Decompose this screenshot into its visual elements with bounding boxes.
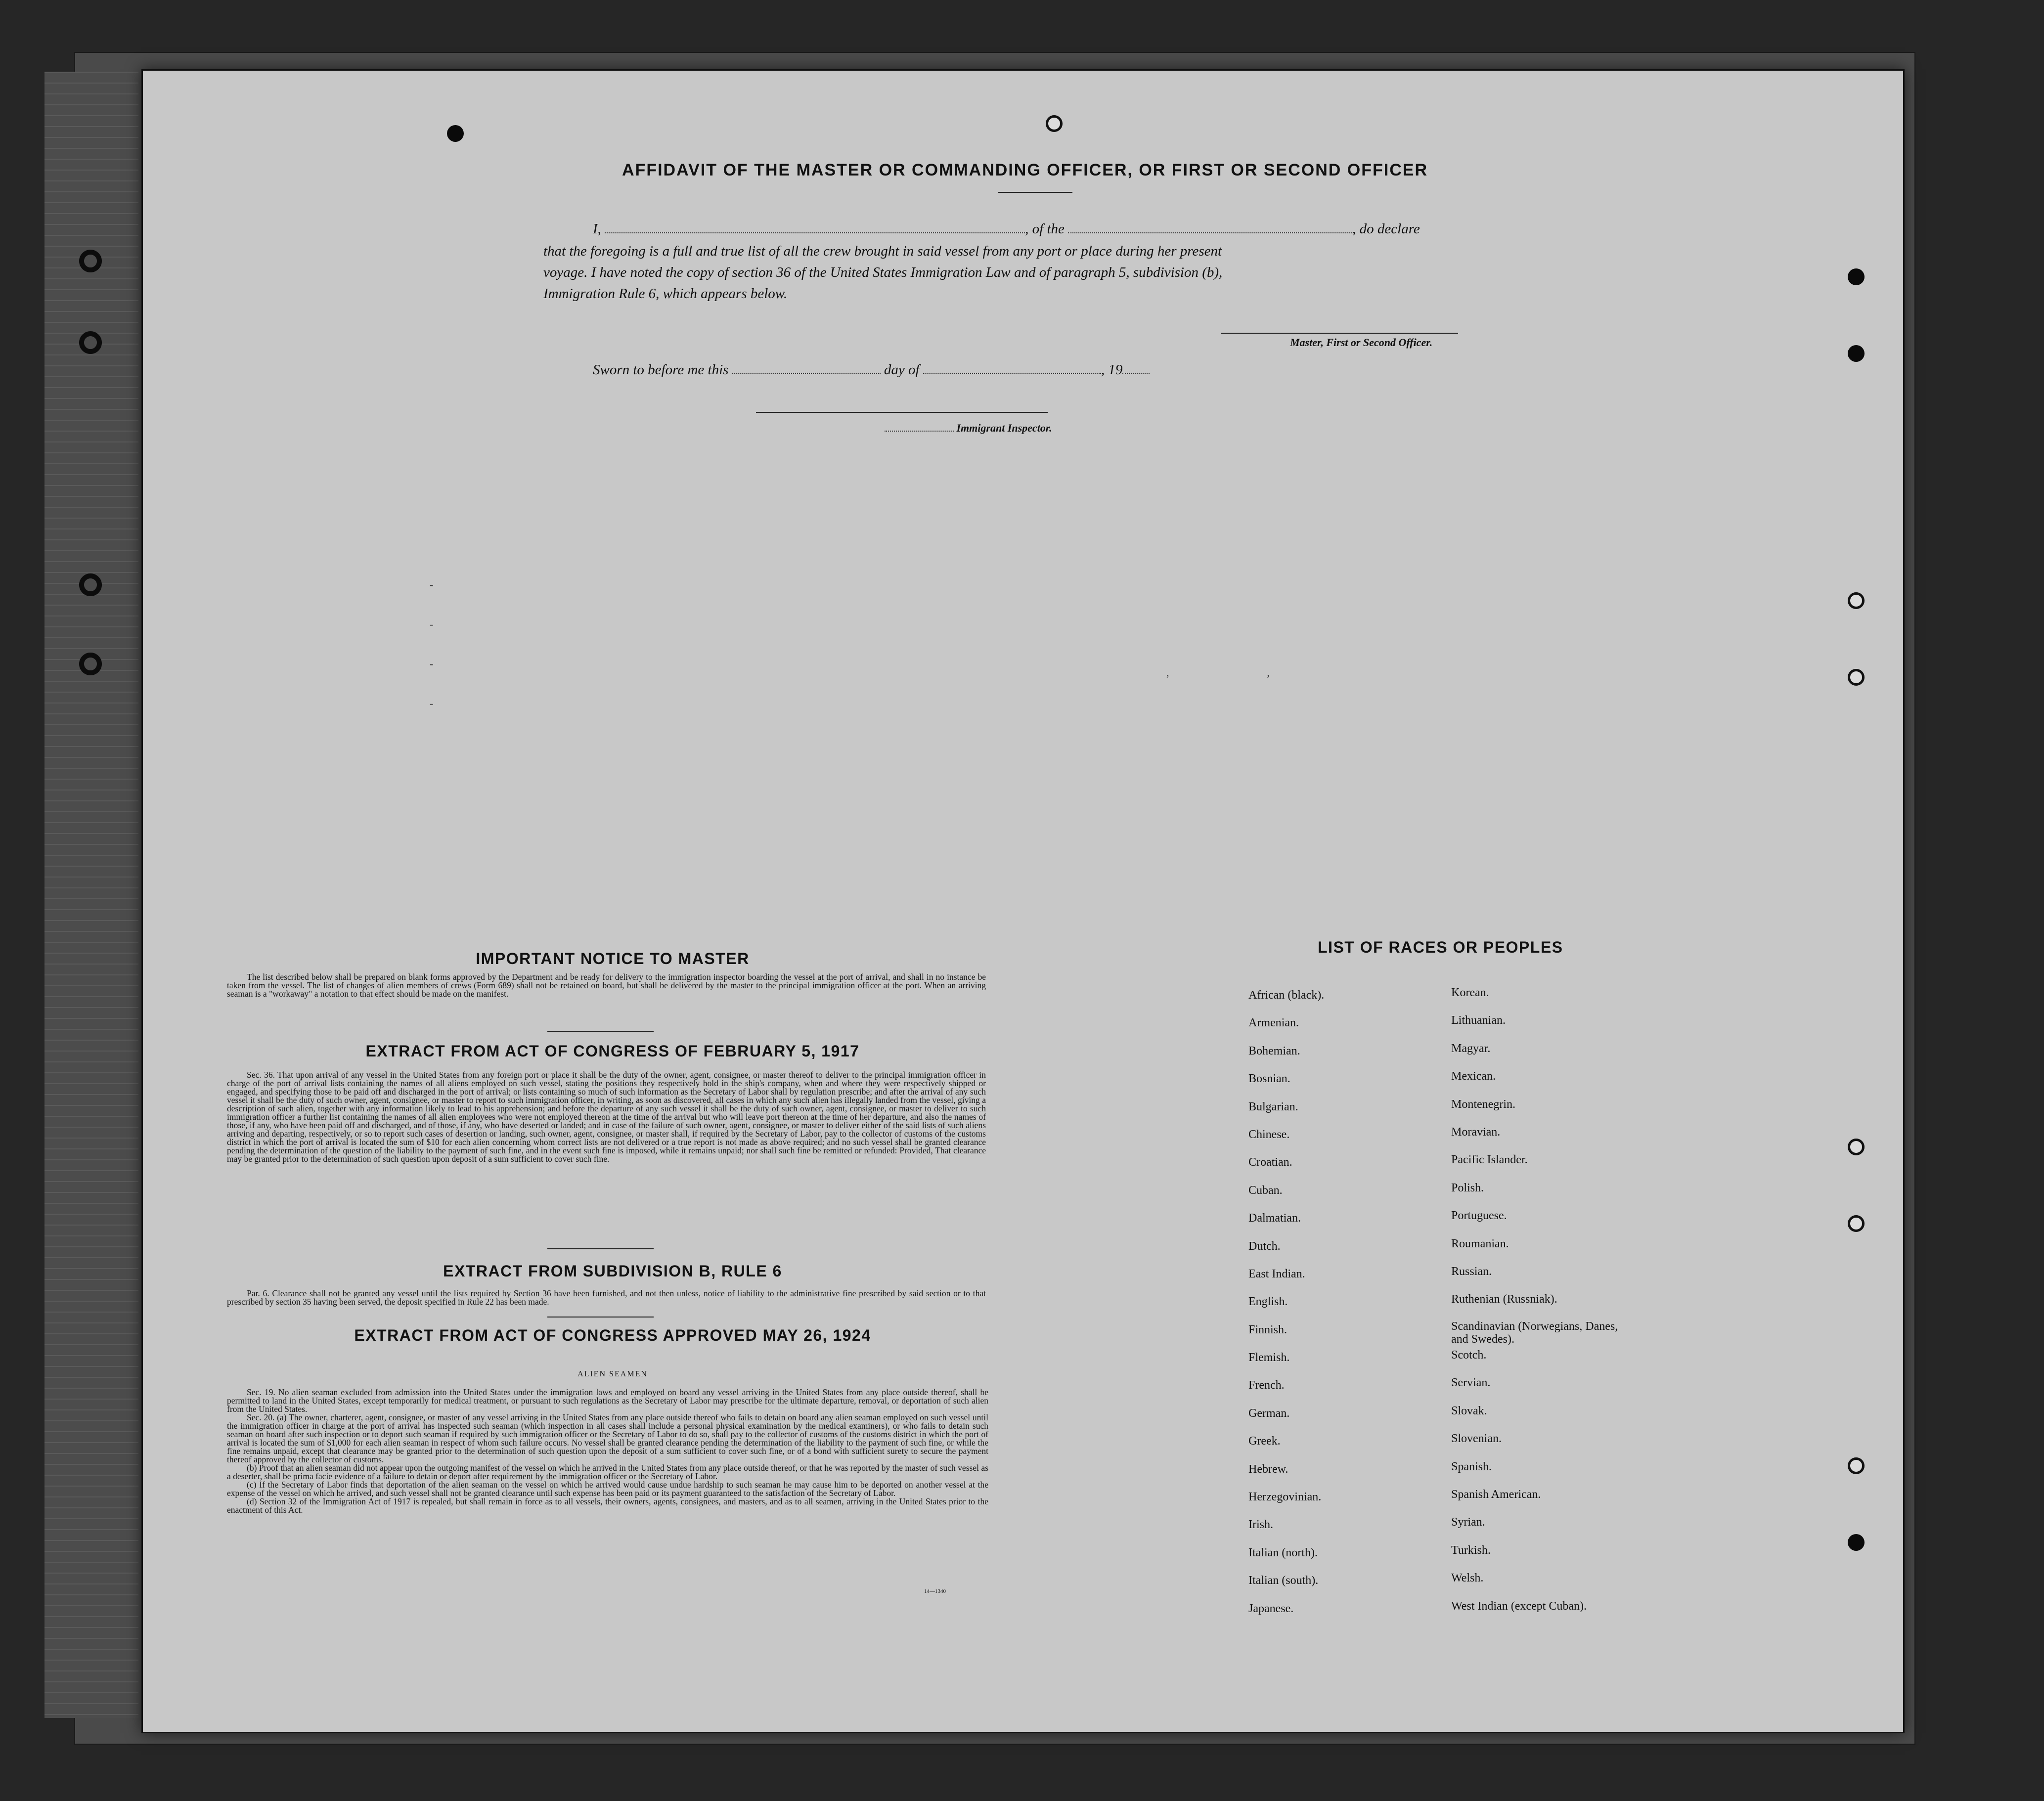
title-rule	[998, 192, 1072, 193]
race-item: Chinese.	[1248, 1128, 1290, 1141]
race-item: Moravian.	[1451, 1125, 1501, 1139]
declaration-line-3: voyage. I have noted the copy of section 36 of the United States Immigration Law and of paragraph 5, subdivision (b),	[543, 264, 1223, 280]
race-item: Italian (south).	[1248, 1574, 1319, 1587]
extract-1924-subtitle: ALIEN SEAMEN	[578, 1370, 648, 1378]
binder-ring-icon	[79, 653, 102, 675]
races-title: LIST OF RACES OR PEOPLES	[1318, 938, 1563, 956]
punch-hole-icon	[447, 125, 464, 142]
form-number: 14—1340	[924, 1588, 946, 1594]
extract-1924-sec20c: (c) If the Secretary of Labor finds that deportation of the alien seaman on the vessel on which he arrived would cause undue hardship to such seaman he may cause him to be deported on another vessel at the expense of the vessel on which he arrived, and such vessel shall not be granted clearance until such expense has been paid or its payment guaranteed to the satisfaction of the Secretary of Labor.	[227, 1480, 988, 1498]
races-right-column	[1451, 985, 1629, 1626]
race-item: Armenian.	[1248, 1016, 1299, 1030]
race-item: Servian.	[1451, 1376, 1491, 1390]
faint-marks: - - - -	[430, 578, 434, 709]
race-item: Slovenian.	[1451, 1432, 1502, 1446]
master-name-field[interactable]	[605, 221, 1025, 233]
notice-text: The list described below shall be prepared on blank forms approved by the Department and be ready for delivery to the immigration inspector boarding the vessel at the port of arrival, and shall in no instance be taken from the vessel. The list of changes of alien members of crews (Form 689) shall not be retained on board, but shall be delivered by the master to the principal immigration officer at the port. When an arriving seaman is a "workaway" a notation to that effect should be made on the manifest.	[227, 972, 986, 999]
race-item: East Indian.	[1248, 1267, 1305, 1280]
punch-hole-icon	[1848, 345, 1865, 362]
rule6-text: Par. 6. Clearance shall not be granted any vessel until the lists required by Section 36 have been furnished, and not then unless, notice of liability to the administrative fine prescribed by said section or to that prescribed by section 35 having been served, the deposit specified in Rule 22 has been made.	[227, 1288, 986, 1307]
race-item: Croatian.	[1248, 1156, 1292, 1169]
sworn-month-field[interactable]	[923, 362, 1101, 374]
sworn-day-field[interactable]	[732, 362, 881, 374]
race-item: Turkish.	[1451, 1543, 1491, 1557]
race-item: Montenegrin.	[1451, 1098, 1515, 1111]
rule6-body	[227, 1289, 986, 1306]
race-item: Pacific Islander.	[1451, 1153, 1528, 1167]
race-item: Magyar.	[1451, 1042, 1491, 1055]
punch-hole-icon	[1848, 1457, 1865, 1474]
punch-hole-icon	[1848, 1534, 1865, 1551]
extract-1917-body	[227, 1071, 986, 1163]
race-item: Italian (north).	[1248, 1546, 1318, 1559]
race-item: Korean.	[1451, 986, 1489, 999]
punch-hole-icon	[1848, 1139, 1865, 1155]
race-item: West Indian (except Cuban).	[1451, 1599, 1587, 1613]
extract-1924-sec20b: (b) Proof that an alien seaman did not appear upon the outgoing manifest of the vessel on which he arrived in the United States from any place outside thereof, or that he was reported by the master of such vessel as a deserter, shall be prima facie evidence of a failure to detain or deport after requirement by the immigration officer or the Secretary of Labor.	[227, 1463, 988, 1481]
race-item: German.	[1248, 1406, 1290, 1420]
inspector-signature-text: Immigrant Inspector.	[956, 422, 1052, 434]
race-item: Lithuanian.	[1451, 1014, 1506, 1027]
extract-1917-rule	[547, 1248, 654, 1249]
notice-body	[227, 973, 986, 998]
binder-ring-icon	[79, 250, 102, 272]
inspector-signature-label	[885, 422, 1052, 435]
race-item: African (black).	[1248, 989, 1325, 1002]
punch-hole-icon	[1848, 592, 1865, 609]
manifest-page	[141, 69, 1905, 1733]
race-item: Bohemian.	[1248, 1044, 1300, 1057]
race-item: Spanish.	[1451, 1460, 1492, 1473]
master-signature-label: Master, First or Second Officer.	[1290, 336, 1433, 349]
declaration-line-1	[593, 219, 1420, 239]
race-item: Mexican.	[1451, 1070, 1496, 1083]
race-item: Greek.	[1248, 1435, 1281, 1448]
declaration-line-4: Immigration Rule 6, which appears below.	[543, 286, 788, 302]
extract-1917-text: Sec. 36. That upon arrival of any vessel in the United States from any foreign port or place it shall be the duty of the owner, agent, consignee, or master thereof to deliver to the principal immigration officer in charge of the port of arrival lists containing the names of all aliens employed on such vessel, stating the positions they respectively hold in the ship's company, when and where they were respectively shipped or engaged, and specifying those to be paid off and discharged in the port of arrival; or lists containing so much of such information as the Secretary of Labor shall by regulation prescribe; and after the arrival of any such vessel it shall be the duty of such owner, agent, consignee, or master to report to such immigration officer, in writing, as soon as discovered, all cases in which any such alien has illegally landed from the vessel, giving a description of such alien, together with any information likely to lead to his apprehension; and before the departure of any such vessel it shall be the duty of such owner, agent, consignee, or master to deliver to such immigration officer a further list containing the names of all alien employees who were not employed thereon at the time of the arrival but who will leave port thereon at the time of her departure, and also the names of those, if any, who have been paid off and discharged, and of those, if any, who have deserted or landed; and in case of the failure of such owner, agent, consignee, or master to deliver either of the said lists of such aliens arriving and departing, respectively, or so to report such cases of desertion or landing, such owner, agent, consignee, or master shall, if required by the Secretary of Labor, pay to the collector of customs of the customs district in which the port of arrival is located the sum of $10 for each alien concerning whom correct lists are not delivered or a true report is not made as above required; and no such vessel shall be granted clearance pending the determination of the question of the liability to the payment of such fine, and in the event such fine is imposed, while it remains unpaid; nor shall such fine be remitted or refunded: Provided, That clearance may be granted prior to the determination of such question upon deposit of a sum sufficient to cover such fine.	[227, 1070, 986, 1164]
extract-1924-title: EXTRACT FROM ACT OF CONGRESS APPROVED MAY 26, 1924	[354, 1326, 871, 1344]
race-item: Cuban.	[1248, 1184, 1283, 1197]
extract-1924-sec19: Sec. 19. No alien seaman excluded from admission into the United States under the immigration laws and employed on board any vessel arriving in the United States from any place outside thereof, shall be permitted to land in the United States, except temporarily for medical treatment, or pursuant to such regulations as the Secretary of Labor may prescribe for the ultimate departure, removal, or deportation of such alien from the United States.	[227, 1387, 988, 1414]
sworn-prefix: Sworn to before me this	[593, 362, 729, 378]
declaration-of-the: , of the	[1025, 221, 1065, 237]
race-item: Bulgarian.	[1248, 1100, 1298, 1113]
race-item: English.	[1248, 1295, 1288, 1309]
faint-marks: , ,	[1166, 666, 1270, 679]
race-item: Scotch.	[1451, 1349, 1487, 1362]
binder-ring-icon	[79, 573, 102, 596]
inspector-signature-line[interactable]	[756, 412, 1048, 413]
declaration-do-declare: , do declare	[1352, 221, 1420, 237]
notice-rule	[547, 1031, 654, 1032]
punch-hole-icon	[1848, 268, 1865, 285]
race-item: Dutch.	[1248, 1239, 1281, 1253]
race-item: Herzegovinian.	[1248, 1491, 1322, 1504]
race-item: Scandinavian (Norwegians, Danes, and Swedes).	[1451, 1319, 1618, 1346]
notice-title: IMPORTANT NOTICE TO MASTER	[476, 950, 750, 967]
races-left-column	[1248, 988, 1324, 1629]
race-item: Dalmatian.	[1248, 1212, 1301, 1225]
declaration-i: I,	[593, 221, 601, 237]
punch-hole-icon	[1046, 115, 1063, 132]
declaration-line-2: that the foregoing is a full and true list of all the crew brought in said vessel from any port or place during her present	[543, 243, 1222, 259]
race-item: Ruthenian (Russniak).	[1451, 1293, 1557, 1306]
race-item: Polish.	[1451, 1181, 1484, 1194]
sworn-year-field[interactable]	[1122, 362, 1150, 374]
rule6-title: EXTRACT FROM SUBDIVISION B, RULE 6	[443, 1262, 782, 1280]
ruled-sheet-edge	[44, 72, 138, 1718]
rule6-rule	[547, 1317, 654, 1318]
punch-hole-icon	[1848, 1215, 1865, 1232]
race-item: Roumanian.	[1451, 1237, 1509, 1250]
punch-hole-icon	[1848, 669, 1865, 686]
affidavit-title: AFFIDAVIT OF THE MASTER OR COMMANDING OFFICER, OR FIRST OR SECOND OFFICER	[622, 161, 1428, 179]
race-item: Slovak.	[1451, 1404, 1487, 1417]
extract-1924-sec20a: Sec. 20. (a) The owner, charterer, agent, consignee, or master of any vessel arriving in the United States from any place outside thereof who fails to detain on board any alien seaman employed on such vessel until the immigration officer in charge at the port of arrival has inspected such seaman (which inspection in all cases shall include a personal physical examination by the medical examiners), or who fails to detain such seaman on board after such inspection or to deport such seaman if required by such immigration officer or the Secretary of Labor to do so, shall pay to the collector of customs of the customs district in which the port of arrival is located the sum of $1,000 for each alien seaman in respect of whom such failure occurs. No vessel shall be granted clearance pending the determination of the liability to the payment of such fine, or while the fine remains unpaid, except that clearance may be granted prior to the determination of such question upon the deposit of a sum sufficient to cover such fine, or of a bond with sufficient surety to secure the payment thereof approved by the collector of customs.	[227, 1412, 988, 1464]
extract-1924-sec20d: (d) Section 32 of the Immigration Act of 1917 is repealed, but shall remain in force as to all vessels, their owners, agents, consignees, and masters, and as to all seamen, arriving in the United States prior to the enactment of this Act.	[227, 1496, 988, 1515]
extract-1917-title: EXTRACT FROM ACT OF CONGRESS OF FEBRUARY 5, 1917	[365, 1042, 860, 1060]
race-item: Russian.	[1451, 1265, 1492, 1278]
race-item: Finnish.	[1248, 1323, 1288, 1336]
race-item: Hebrew.	[1248, 1462, 1289, 1476]
extract-1924-body	[227, 1388, 988, 1514]
race-item: Spanish American.	[1451, 1488, 1541, 1501]
sworn-day-of: day of	[884, 362, 920, 378]
sworn-line	[593, 360, 1150, 380]
race-item: Japanese.	[1248, 1602, 1294, 1615]
race-item: Welsh.	[1451, 1572, 1484, 1585]
master-signature-line[interactable]	[1221, 333, 1458, 334]
sworn-year-prefix: , 19	[1101, 362, 1123, 378]
binder-ring-icon	[79, 331, 102, 354]
race-item: Flemish.	[1248, 1351, 1290, 1364]
race-item: Irish.	[1248, 1518, 1273, 1532]
race-item: French.	[1248, 1379, 1285, 1392]
race-item: Syrian.	[1451, 1516, 1485, 1529]
race-item: Bosnian.	[1248, 1072, 1290, 1086]
race-item: Portuguese.	[1451, 1209, 1507, 1223]
vessel-name-field[interactable]	[1068, 221, 1352, 233]
